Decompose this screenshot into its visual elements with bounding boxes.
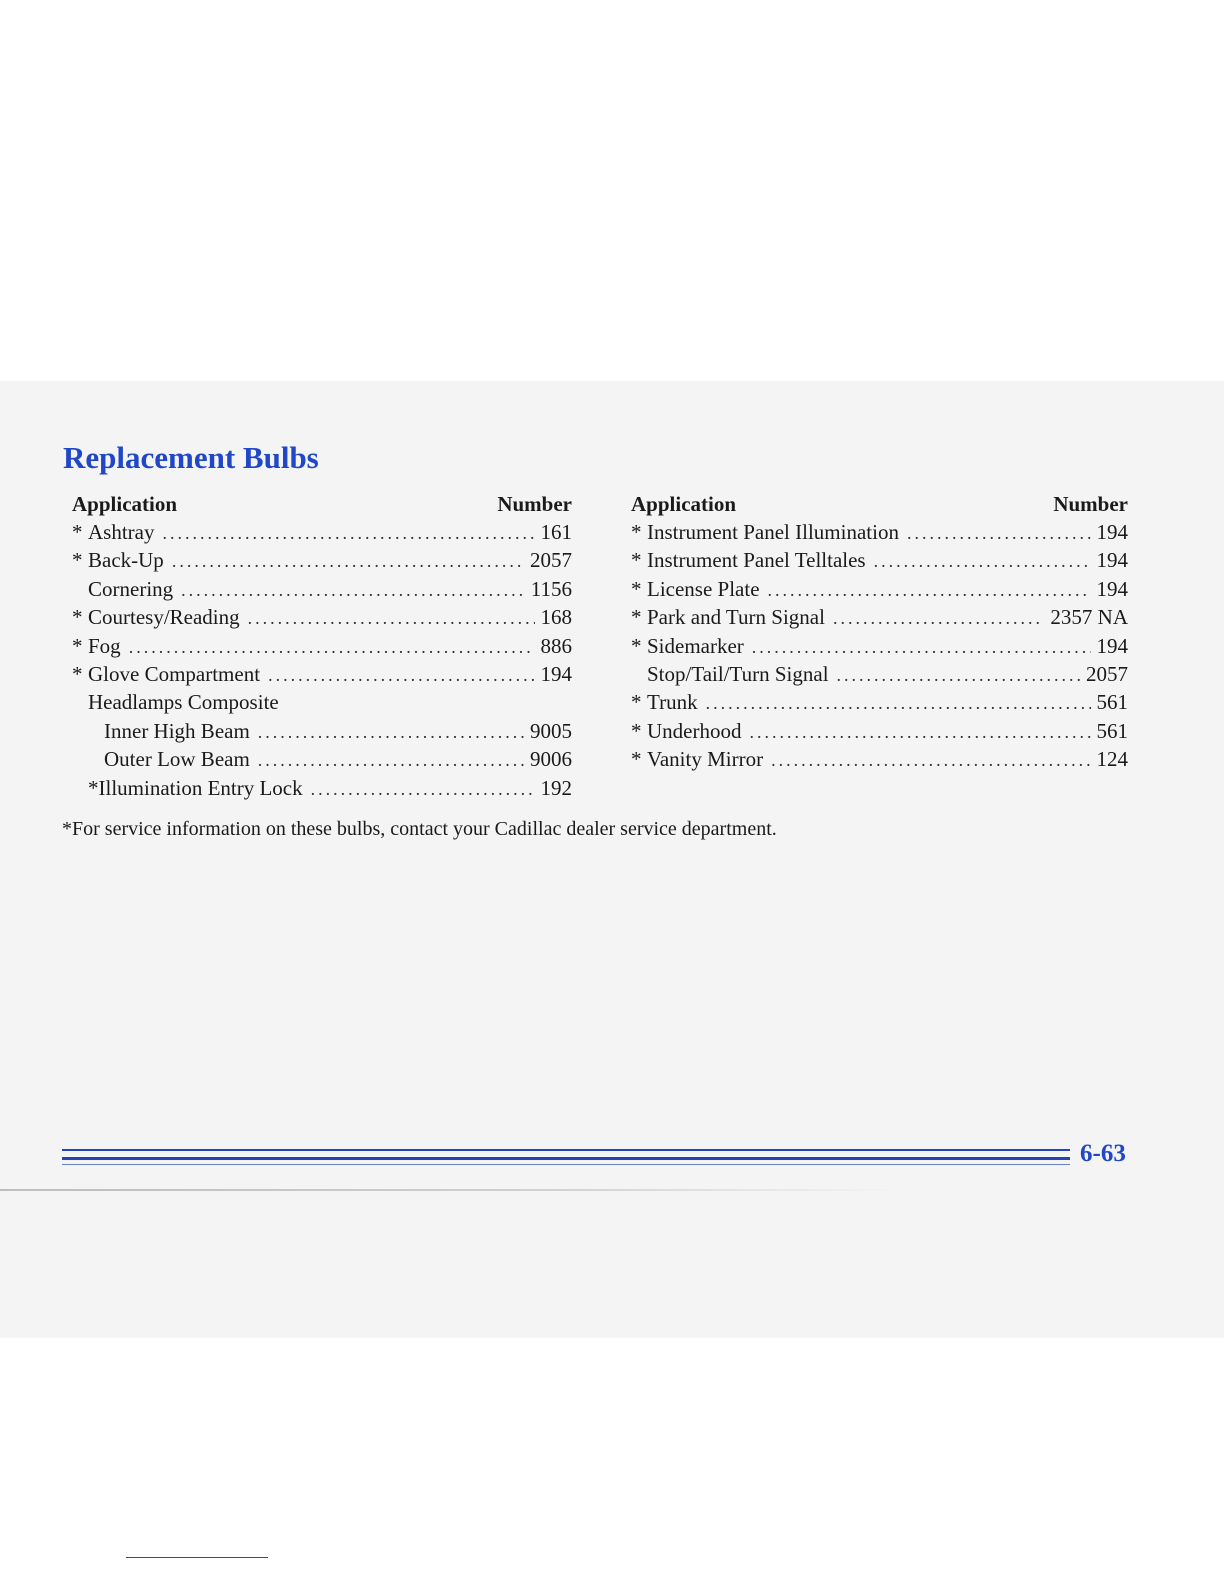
leader-dots bbox=[258, 746, 524, 774]
row-label: Ashtray bbox=[88, 520, 155, 544]
asterisk-mark: * bbox=[631, 520, 642, 544]
table-header bbox=[72, 490, 572, 518]
header-application: Application bbox=[631, 492, 737, 516]
table-row bbox=[72, 774, 572, 802]
row-value: 194 bbox=[1096, 576, 1128, 601]
leader-dots bbox=[129, 633, 535, 661]
asterisk-mark: * bbox=[72, 520, 83, 544]
row-label: Courtesy/Reading bbox=[88, 605, 240, 630]
asterisk-mark: * bbox=[72, 633, 83, 658]
row-label: Fog bbox=[88, 633, 121, 658]
row-value: 2057 bbox=[1086, 661, 1128, 686]
leader-dots bbox=[752, 633, 1091, 661]
footer-rule bbox=[62, 1149, 1070, 1151]
asterisk-mark: * bbox=[72, 661, 83, 686]
asterisk-mark: * bbox=[631, 576, 642, 601]
row-label: License Plate bbox=[647, 576, 760, 601]
header-number: Number bbox=[497, 492, 572, 516]
row-label: Park and Turn Signal bbox=[647, 605, 825, 630]
row-value: 194 bbox=[540, 661, 572, 686]
row-label: Glove Compartment bbox=[88, 661, 261, 686]
table-row bbox=[631, 660, 1128, 688]
leader-dots bbox=[837, 661, 1080, 689]
row-label: Instrument Panel Illumination bbox=[647, 520, 899, 544]
row-value: 561 bbox=[1096, 690, 1128, 715]
table-row bbox=[631, 717, 1128, 745]
table-row bbox=[72, 546, 572, 574]
row-value: 192 bbox=[540, 775, 572, 800]
row-label: Outer Low Beam bbox=[104, 747, 250, 772]
footer-rule bbox=[62, 1157, 1070, 1160]
table-header bbox=[631, 490, 1128, 518]
row-label: Back-Up bbox=[88, 548, 164, 573]
row-value: 194 bbox=[1096, 548, 1128, 573]
asterisk-mark: * bbox=[631, 690, 642, 715]
table-row bbox=[72, 745, 572, 773]
row-label: Headlamps Composite bbox=[88, 690, 279, 715]
row-value: 2357 NA bbox=[1050, 605, 1128, 630]
bulb-table-left bbox=[72, 490, 572, 802]
row-value: 161 bbox=[540, 520, 572, 544]
leader-dots bbox=[833, 604, 1044, 632]
leader-dots bbox=[749, 718, 1090, 746]
table-row bbox=[631, 575, 1128, 603]
header-number: Number bbox=[1053, 492, 1128, 516]
row-label: Trunk bbox=[647, 690, 698, 715]
table-row bbox=[72, 632, 572, 660]
table-row bbox=[72, 575, 572, 603]
row-label: Sidemarker bbox=[647, 633, 744, 658]
scan-artifact-line bbox=[0, 1189, 900, 1191]
leader-dots bbox=[181, 576, 525, 604]
table-row bbox=[631, 688, 1128, 716]
table-row bbox=[72, 717, 572, 745]
row-value: 886 bbox=[540, 633, 572, 658]
asterisk-mark: * bbox=[72, 605, 83, 630]
leader-dots bbox=[163, 519, 535, 547]
table-row bbox=[72, 603, 572, 631]
leader-dots bbox=[874, 547, 1091, 575]
row-label: Cornering bbox=[88, 576, 174, 601]
table-row bbox=[72, 518, 572, 546]
table-row bbox=[631, 745, 1128, 773]
asterisk-mark: * bbox=[631, 747, 642, 772]
row-value: 124 bbox=[1096, 747, 1128, 772]
page-number: 6-63 bbox=[1080, 1140, 1126, 1167]
asterisk-mark: * bbox=[631, 718, 642, 743]
table-row bbox=[631, 546, 1128, 574]
leader-dots bbox=[706, 689, 1091, 717]
table-row bbox=[631, 518, 1128, 546]
footnote: *For service information on these bulbs, contact your Cadillac dealer service department. bbox=[62, 818, 777, 840]
table-row bbox=[631, 603, 1128, 631]
bottom-underline bbox=[126, 1557, 268, 1558]
row-value: 168 bbox=[540, 605, 572, 630]
row-label: Vanity Mirror bbox=[647, 747, 764, 772]
table-row-group-heading bbox=[72, 688, 572, 716]
table-row bbox=[631, 632, 1128, 660]
row-value: 561 bbox=[1096, 718, 1128, 743]
asterisk-mark: * bbox=[72, 548, 83, 573]
row-value: 9006 bbox=[530, 747, 572, 772]
row-value: 1156 bbox=[530, 576, 572, 601]
header-application: Application bbox=[72, 492, 178, 516]
row-value: 194 bbox=[1096, 633, 1128, 658]
row-label: Stop/Tail/Turn Signal bbox=[647, 661, 829, 686]
table-row bbox=[72, 660, 572, 688]
row-value: 2057 bbox=[530, 548, 572, 573]
leader-dots bbox=[248, 604, 535, 632]
bulb-table-right bbox=[631, 490, 1128, 774]
leader-dots bbox=[268, 661, 534, 689]
row-label: Inner High Beam bbox=[104, 718, 250, 743]
leader-dots bbox=[172, 547, 524, 575]
leader-dots bbox=[907, 519, 1091, 547]
row-label: *Illumination Entry Lock bbox=[88, 775, 303, 800]
leader-dots bbox=[768, 576, 1091, 604]
leader-dots bbox=[311, 775, 535, 803]
asterisk-mark: * bbox=[631, 633, 642, 658]
row-value: 9005 bbox=[530, 718, 572, 743]
row-label: Instrument Panel Telltales bbox=[647, 548, 866, 573]
footer-rule bbox=[62, 1164, 1070, 1165]
leader-dots bbox=[258, 718, 524, 746]
asterisk-mark: * bbox=[631, 605, 642, 630]
row-value: 194 bbox=[1096, 520, 1128, 544]
asterisk-mark: * bbox=[631, 548, 642, 573]
leader-dots bbox=[771, 746, 1090, 774]
row-label: Underhood bbox=[647, 718, 742, 743]
section-title: Replacement Bulbs bbox=[63, 440, 319, 475]
